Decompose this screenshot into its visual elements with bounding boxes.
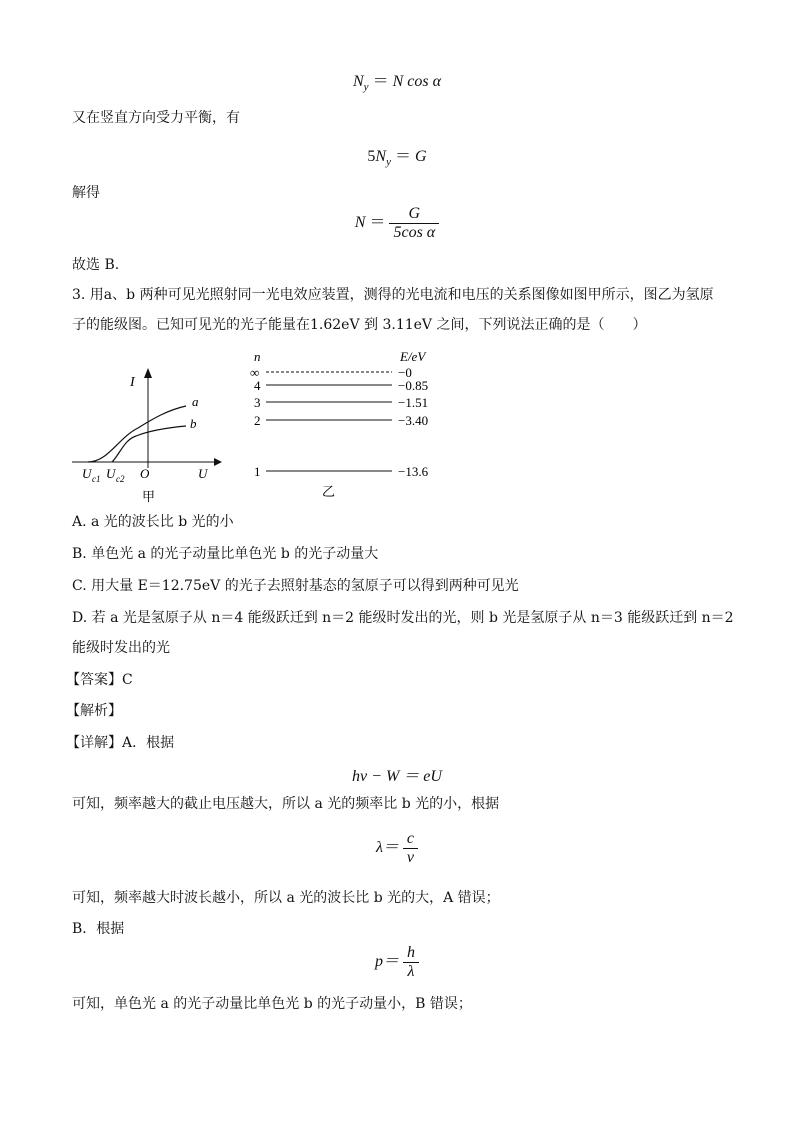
- eq3-lhs: N: [354, 214, 366, 232]
- level-n-label: 4: [254, 378, 261, 393]
- option-a: A. a 光的波长比 b 光的小: [72, 514, 234, 530]
- curve-a: [88, 406, 186, 462]
- y-axis-label: I: [130, 375, 135, 390]
- uc2-label: U: [106, 466, 116, 481]
- eq5-fraction: [403, 830, 418, 867]
- option-c: C. 用大量 E＝12.75eV 的光子去照射基态的氢原子可以得到两种可见光: [72, 578, 519, 594]
- eq3-fraction: [389, 205, 439, 242]
- eq1-rhs: N cos α: [392, 73, 441, 90]
- level-energy-label: −13.6: [398, 464, 429, 479]
- equation-wavelength: [0, 830, 794, 867]
- text-choice-b: 故选 B.: [72, 257, 120, 273]
- e-header: E/eV: [400, 349, 426, 364]
- eq6-lhs: p＝: [374, 953, 399, 971]
- level-energy-label: −0.85: [398, 378, 429, 393]
- uc2-sub: c2: [116, 474, 125, 484]
- x-axis-label: U: [198, 466, 208, 481]
- n-header: n: [254, 349, 261, 364]
- uc1-sub: c1: [92, 474, 101, 484]
- detail-text: A．根据: [122, 735, 175, 751]
- text-solve: 解得: [72, 185, 100, 201]
- option-d-line1: D. 若 a 光是氢原子从 n＝4 能级跃迁到 n＝2 能级时发出的光，则 b 光是氢原子从 n＝3 能级跃迁到 n＝2: [72, 610, 734, 626]
- level-n-label: 3: [254, 395, 261, 410]
- curve-b: [112, 426, 186, 462]
- level-energy-label: −1.51: [398, 395, 429, 410]
- text-vertical-balance: 又在竖直方向受力平衡，有: [72, 110, 240, 126]
- equation-balance: $5N_y = G$: [367, 148, 427, 169]
- figure-yi-energy-levels: [240, 345, 460, 505]
- detail-bracket: 【详解】: [66, 735, 122, 751]
- equation-n-result: N ＝ $\frac{G}{\text{5cos α}}$: [0, 205, 794, 242]
- eq2-var: N: [375, 148, 387, 165]
- eq3-den: 5cos α: [389, 223, 439, 242]
- equation-ny: $N_y = N$ cos α: [353, 73, 441, 94]
- level-energy-label: −0: [398, 365, 412, 380]
- text-b1: 可知，单色光 a 的光子动量比单色光 b 的光子动量小，B 错误；: [72, 996, 472, 1012]
- curve-b-label: b: [190, 416, 197, 431]
- detail-line: [66, 733, 174, 753]
- option-b: B. 单色光 a 的光子动量比单色光 b 的光子动量大: [72, 546, 379, 562]
- level-n-label: ∞: [250, 365, 260, 380]
- answer-value: C: [122, 672, 133, 688]
- energy-levels: [250, 365, 429, 479]
- y-axis-arrow: [144, 368, 152, 378]
- question-3-line1: 3. 用a、b 两种可见光照射同一光电效应装置，测得的光电流和电压的关系图像如图甲所示，图乙为氢原: [72, 287, 714, 303]
- answer-bracket: 【答案】: [66, 672, 122, 688]
- eq1-lhs: N: [353, 73, 364, 90]
- x-axis-arrow: [214, 458, 222, 466]
- level-n-label: 1: [254, 464, 261, 479]
- eq2-sub: y: [386, 156, 391, 169]
- text-a1: 可知，频率越大的截止电压越大，所以 a 光的频率比 b 光的小，根据: [72, 796, 500, 812]
- level-energy-label: −3.40: [398, 413, 429, 428]
- figure-yi-caption: 乙: [322, 485, 336, 500]
- eq2-rhs: G: [415, 148, 427, 165]
- eq3-num: G: [408, 205, 421, 222]
- equation-momentum: [0, 944, 794, 981]
- equation-photoelectric: hν − W ＝ eU: [352, 768, 442, 785]
- eq6-den: λ: [403, 962, 419, 981]
- level-n-label: 2: [254, 413, 261, 428]
- origin-label: O: [140, 466, 150, 481]
- eq5-den: ν: [403, 848, 418, 867]
- text-b0: B．根据: [72, 921, 125, 937]
- eq6-num: h: [407, 944, 415, 961]
- option-d-line2: 能级时发出的光: [72, 640, 170, 656]
- eq5-num: c: [406, 830, 415, 847]
- eq5-lhs: λ＝: [375, 839, 399, 857]
- eq2-coef: 5: [367, 148, 376, 165]
- figure-jia-iu-graph: [68, 360, 228, 508]
- eq6-fraction: [403, 944, 419, 981]
- curve-a-label: a: [192, 394, 199, 409]
- answer-line: [66, 670, 133, 690]
- question-3-line2: 子的能级图。已知可见光的光子能量在1.62eV 到 3.11eV 之间，下列说法正确的是（ ）: [72, 317, 647, 333]
- analysis-heading: 【解析】: [66, 703, 122, 719]
- eq1-sub: y: [363, 81, 369, 94]
- text-a2: 可知，频率越大时波长越小，所以 a 光的波长比 b 光的大，A 错误；: [72, 890, 500, 906]
- figure-jia-caption: 甲: [142, 490, 156, 505]
- uc1-label: U: [82, 466, 92, 481]
